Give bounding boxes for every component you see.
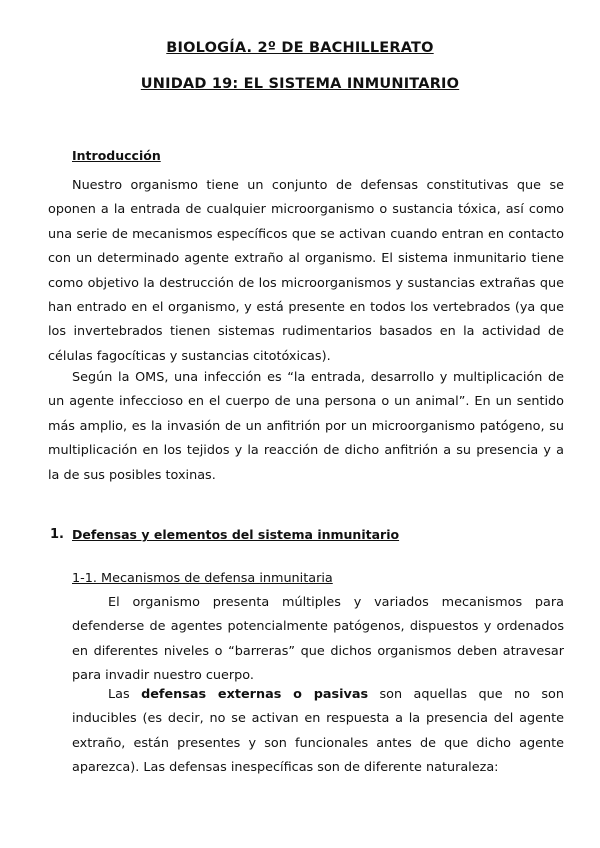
section-paragraph-1: El organismo presenta múltiples y variados mecanismos para defenderse de agentes potencialmente patógenos, dispuestos y ordenados en diferentes niveles o “barreras” que dichos organismos deben atravesar para invadir nuestro cuerpo. [72,595,564,684]
section-number: 1. [50,527,64,542]
section-heading: Defensas y elementos del sistema inmunitario [72,527,400,542]
bold-term: defensas externas o pasivas [141,687,369,702]
subsection-heading: 1-1. Mecanismos de defensa inmunitaria [72,571,333,586]
intro-paragraph-1: Nuestro organismo tiene un conjunto de defensas constitutivas que se oponen a la entrada de cualquier microorganismo o sustancia tóxica, así como una serie de mecanismos específicos que se activan cuando entran en contacto con un determinado agente extraño al organismo. El sistema inmunitario tiene como objetivo la destrucción de los microorganismos y sustancias extrañas que han entrado en el organismo, y está presente en todos los vertebrados (ya que los invertebrados tienen sistemas rudimentarios basados en la actividad de células fagocíticas y sustancias citotóxicas). [48,178,564,364]
section-paragraph-2 [72,683,564,781]
document-title: BIOLOGÍA. 2º DE BACHILLERATO [166,40,434,56]
intro-paragraph-2: Según la OMS, una infección es “la entrada, desarrollo y multiplicación de un agente infeccioso en el cuerpo de una persona o un animal”. En un sentido más amplio, es la invasión de un anfitrión por un microorganismo patógeno, su multiplicación en los tejidos y la reacción de dicho anfitrión a su presencia y a la de sus posibles toxinas. [48,370,564,483]
paragraph-rest: son aquellas que no son inducibles (es decir, no se activan en respuesta a la presencia del agente extraño, están presentes y son funcionales antes de que dicho agente aparezca). Las defensas inespecíficas son de diferente naturaleza: [72,687,564,776]
paragraph-lead: Las [108,687,142,702]
unit-title: UNIDAD 19: EL SISTEMA INMUNITARIO [140,76,460,92]
intro-heading: Introducción [72,148,161,163]
